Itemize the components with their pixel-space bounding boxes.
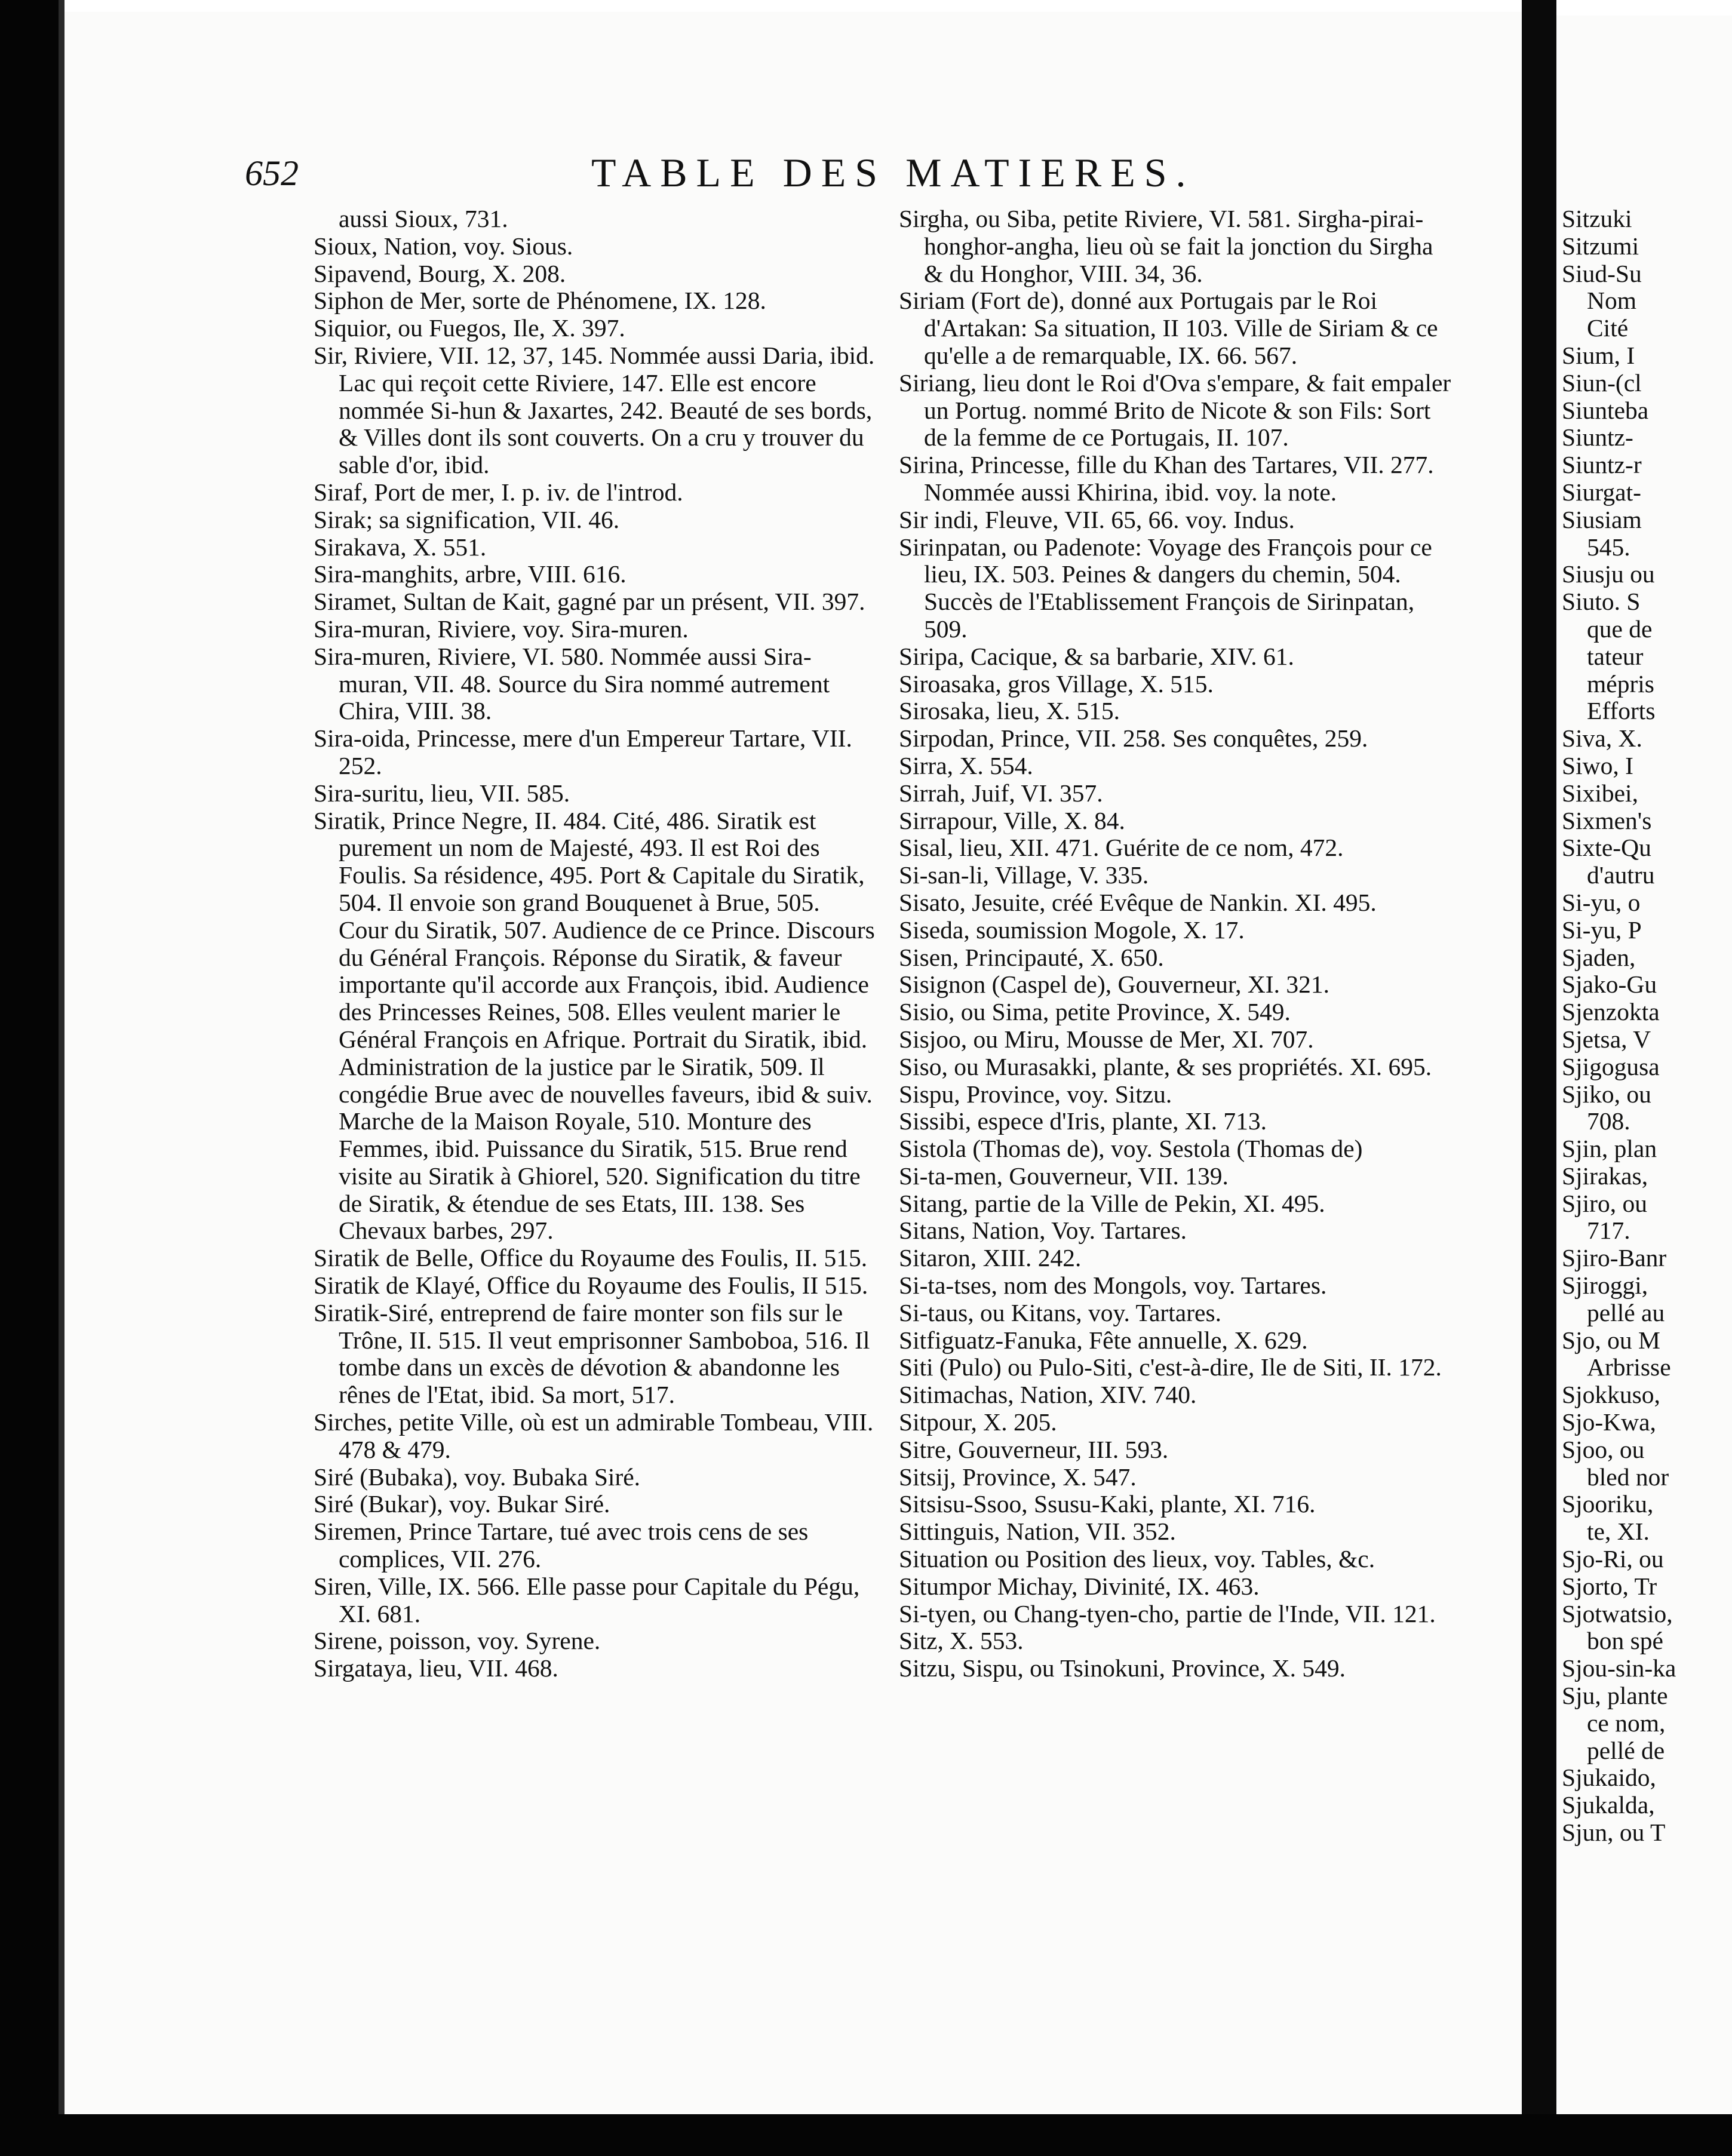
facing-page-entry-fragment: Sjo, ou M	[1562, 1326, 1660, 1354]
facing-page-entry-fragment: Sjoo, ou	[1562, 1435, 1645, 1463]
facing-page-entry-fragment: Sju, plante	[1562, 1682, 1668, 1710]
index-entry: Sir indi, Fleuve, VII. 65, 66. voy. Indus.	[899, 505, 1295, 533]
facing-page-entry-fragment: Si-yu, P	[1562, 916, 1642, 944]
index-entry: Sisignon (Caspel de), Gouverneur, XI. 321.	[899, 970, 1330, 999]
facing-page-entry-fragment: Sjetsa, V	[1562, 1025, 1651, 1053]
index-entry: Sirrapour, Ville, X. 84.	[899, 806, 1125, 834]
facing-page-entry-fragment: Siunteba	[1562, 396, 1649, 424]
facing-page-entry-fragment: Sjin, plan	[1562, 1135, 1657, 1163]
index-entry: Sittinguis, Nation, VII. 352.	[899, 1518, 1176, 1546]
index-entry: Siremen, Prince Tartare, tué avec trois cens de ses complices, VII. 276.	[314, 1518, 809, 1573]
index-entry: Sitre, Gouverneur, III. 593.	[899, 1435, 1169, 1463]
facing-page-entry-fragment: te, XI.	[1587, 1518, 1650, 1546]
index-entry: Sir, Riviere, VII. 12, 37, 145. Nommée aussi Daria, ibid. Lac qui reçoit cette Riviere, 147. Elle est encore nommée Si-hun & Jaxartes, 242. Beauté de ses bords, & Villes dont ils sont couverts. On a cru y trouver du sable d'or, ibid.	[314, 341, 875, 479]
index-entry: Siratik de Klayé, Office du Royaume des Foulis, II 515.	[314, 1272, 868, 1300]
facing-page-entry-fragment: 717.	[1587, 1217, 1630, 1245]
facing-page-entry-fragment: Siun-(cl	[1562, 368, 1642, 397]
facing-page-entry-fragment: Sixibei,	[1562, 779, 1638, 807]
facing-page-entry-fragment: pellé de	[1587, 1736, 1665, 1764]
facing-page-entry-fragment: Sjo-Ri, ou	[1562, 1545, 1664, 1573]
scan-border-left	[0, 0, 65, 2156]
index-entry: Sira-manghits, arbre, VIII. 616.	[314, 560, 627, 588]
facing-page-entry-fragment: Sjokkuso,	[1562, 1381, 1660, 1409]
index-entry: Sistola (Thomas de), voy. Sestola (Thomas de)	[899, 1135, 1363, 1163]
facing-page-entry-fragment: Sjo-Kwa,	[1562, 1408, 1656, 1436]
scan-border-bottom	[0, 2114, 1732, 2156]
facing-page-entry-fragment: Arbrisse	[1587, 1353, 1671, 1381]
facing-page-entry-fragment: Siusiam	[1562, 505, 1642, 533]
index-entry: Sispu, Province, voy. Sitzu.	[899, 1080, 1172, 1108]
index-entry: Siratik, Prince Negre, II. 484. Cité, 486. Siratik est purement un nom de Majesté, 493. Il est Roi des Foulis. Sa résidence, 495. Port & Capitale du Siratik, 504. Il envoie son grand Bouquenet à Brue, 505. Cour du Siratik, 507. Audience de ce Prince. Discours du Général François. Réponse du Siratik, & faveur importante qu'il accorde aux François, ibid. Audience des Princesses Reines, 508. Elles veulent marier le Général François en Afrique. Portrait du Siratik, ibid. Administration de la justice par le Siratik, 509. Il congédie Brue avec de nouvelles faveurs, ibid & suiv. Marche de la Maison Royale, 510. Monture des Femmes, ibid. Puissance du Siratik, 515. Brue rend visite au Siratik à Ghiorel, 520. Signification du titre de Siratik, & étendue de ses Etats, III. 138. Ses Chevaux barbes, 297.	[314, 806, 875, 1245]
index-entry: Siti (Pulo) ou Pulo-Siti, c'est-à-dire, Ile de Siti, II. 172.	[899, 1353, 1442, 1381]
index-entry: Siphon de Mer, sorte de Phénomene, IX. 128.	[314, 287, 766, 315]
facing-page-entry-fragment: Sjiko, ou	[1562, 1080, 1651, 1108]
page-number: 652	[245, 153, 299, 193]
index-entry: Si-taus, ou Kitans, voy. Tartares.	[899, 1298, 1221, 1326]
index-entry: Sitang, partie de la Ville de Pekin, XI. 495.	[899, 1189, 1325, 1217]
facing-page-entry-fragment: Sjirakas,	[1562, 1162, 1648, 1190]
facing-page-entry-fragment: Sjaden,	[1562, 943, 1636, 971]
facing-page-entry-fragment: Cité	[1587, 314, 1629, 342]
index-entry: Si-ta-men, Gouverneur, VII. 139.	[899, 1162, 1229, 1190]
index-entry: Siren, Ville, IX. 566. Elle passe pour Capitale du Pégu, XI. 681.	[314, 1572, 860, 1627]
facing-page-entry-fragment: Sjotwatsio,	[1562, 1599, 1673, 1627]
index-entry: Siratik de Belle, Office du Royaume des Foulis, II. 515.	[314, 1244, 868, 1272]
facing-page-entry-fragment: que de	[1587, 615, 1653, 643]
index-entry: Sitans, Nation, Voy. Tartares.	[899, 1217, 1187, 1245]
index-entry: Siso, ou Murasakki, plante, & ses propriétés. XI. 695.	[899, 1052, 1432, 1080]
facing-page-entry-fragment: Siurgat-	[1562, 478, 1641, 506]
facing-page-entry-fragment: bled nor	[1587, 1463, 1669, 1491]
index-entry: Sitzu, Sispu, ou Tsinokuni, Province, X. 549.	[899, 1654, 1346, 1682]
index-entry: Sira-oida, Princesse, mere d'un Empereur Tartare, VII. 252.	[314, 724, 852, 779]
index-entry: Sitaron, XIII. 242.	[899, 1244, 1082, 1272]
facing-page-entry-fragment: Sjenzokta	[1562, 998, 1660, 1026]
index-entry: Sira-muren, Riviere, VI. 580. Nommée aussi Sira-muran, VII. 48. Source du Sira nommé autrement Chira, VIII. 38.	[314, 642, 830, 725]
facing-page-entry-fragment: Sixmen's	[1562, 806, 1652, 834]
facing-page-entry-fragment: Sjorto, Tr	[1562, 1572, 1657, 1600]
index-entry: Sissibi, espece d'Iris, plante, XI. 713.	[899, 1107, 1267, 1135]
index-entry: Sitfiguatz-Fanuka, Fête annuelle, X. 629.	[899, 1326, 1308, 1354]
facing-page-entry-fragment: Siva, X.	[1562, 724, 1642, 753]
index-entry: aussi Sioux, 731.	[339, 205, 508, 232]
index-entry: Sitimachas, Nation, XIV. 740.	[899, 1381, 1197, 1409]
index-entry: Situmpor Michay, Divinité, IX. 463.	[899, 1572, 1260, 1600]
index-entry: Si-san-li, Village, V. 335.	[899, 861, 1149, 889]
facing-page-entry-fragment: 545.	[1587, 533, 1630, 561]
facing-page-entry-fragment: Sjako-Gu	[1562, 970, 1657, 999]
index-entry: Sirinpatan, ou Padenote: Voyage des François pour ce lieu, IX. 503. Peines & dangers du chemin, 504. Succès de l'Etablissement François de Sirinpatan, 509.	[899, 533, 1432, 643]
facing-page-entry-fragment: 708.	[1587, 1107, 1630, 1135]
facing-page-entry-fragment: Sjukalda,	[1562, 1791, 1655, 1819]
facing-page-entry-fragment: Siud-Su	[1562, 259, 1642, 287]
index-entry: Sisato, Jesuite, créé Evêque de Nankin. XI. 495.	[899, 888, 1377, 916]
index-entry: Sirra, X. 554.	[899, 751, 1033, 779]
index-entry: Siramet, Sultan de Kait, gagné par un présent, VII. 397.	[314, 588, 865, 616]
index-entry: Sirakava, X. 551.	[314, 533, 487, 561]
page-header	[245, 143, 1457, 209]
facing-page-entry-fragment: Sjiro, ou	[1562, 1189, 1647, 1217]
index-entry: Sioux, Nation, voy. Sious.	[314, 232, 573, 260]
facing-page-entry-fragment: Siuntz-r	[1562, 451, 1642, 479]
facing-page-column	[1562, 205, 1732, 1847]
index-entry: Siraf, Port de mer, I. p. iv. de l'introd.	[314, 478, 683, 506]
facing-page-entry-fragment: Sjigogusa	[1562, 1052, 1660, 1080]
index-entry: Sirgataya, lieu, VII. 468.	[314, 1654, 558, 1682]
index-entry: Sitsisu-Ssoo, Ssusu-Kaki, plante, XI. 716.	[899, 1490, 1316, 1518]
index-entry: Sitpour, X. 205.	[899, 1408, 1057, 1436]
index-entry: Si-tyen, ou Chang-tyen-cho, partie de l'Inde, VII. 121.	[899, 1599, 1436, 1627]
facing-page-entry-fragment: Sitzumi	[1562, 232, 1639, 260]
index-entry: Siré (Bukar), voy. Bukar Siré.	[314, 1490, 610, 1518]
index-entry: Siroasaka, gros Village, X. 515.	[899, 669, 1214, 698]
facing-page-entry-fragment: Siuntz-	[1562, 423, 1633, 452]
index-column-right	[899, 205, 1457, 1682]
index-entry: Siquior, ou Fuegos, Ile, X. 397.	[314, 314, 625, 342]
facing-page-entry-fragment: Sjiro-Banr	[1562, 1244, 1667, 1272]
index-entry: Sirpodan, Prince, VII. 258. Ses conquêtes, 259.	[899, 724, 1368, 753]
facing-page-entry-fragment: Sixte-Qu	[1562, 834, 1651, 862]
index-entry: Sirosaka, lieu, X. 515.	[899, 697, 1120, 725]
index-entry: Sirgha, ou Siba, petite Riviere, VI. 581. Sirgha-pirai-honghor-angha, lieu où se fait la jonction du Sirgha & du Honghor, VIII. 34, 36.	[899, 205, 1433, 287]
facing-page-entry-fragment: Siuto. S	[1562, 588, 1641, 616]
facing-page-entry-fragment: Si-yu, o	[1562, 888, 1641, 916]
index-entry: Siratik-Siré, entreprend de faire monter son fils sur le Trône, II. 515. Il veut emprisonner Samboboa, 516. Il tombe dans un excès de dévotion & abandonne les rênes de l'Etat, ibid. Sa mort, 517.	[314, 1298, 870, 1409]
index-entry: Sisal, lieu, XII. 471. Guérite de ce nom, 472.	[899, 834, 1344, 862]
index-entry: Sisio, ou Sima, petite Province, X. 549.	[899, 998, 1291, 1026]
index-entry: Sirches, petite Ville, où est un admirable Tombeau, VIII. 478 & 479.	[314, 1408, 874, 1463]
facing-page-entry-fragment: Sium, I	[1562, 341, 1635, 369]
facing-page-entry-fragment: Sitzuki	[1562, 205, 1632, 232]
index-entry: Sirak; sa signification, VII. 46.	[314, 505, 620, 533]
index-column-left	[314, 205, 875, 1682]
index-entry: Sitsij, Province, X. 547.	[899, 1463, 1137, 1491]
index-entry: Situation ou Position des lieux, voy. Tables, &c.	[899, 1545, 1375, 1573]
facing-page-entry-fragment: d'autru	[1587, 861, 1655, 889]
facing-page-entry-fragment: Siusju ou	[1562, 560, 1655, 588]
index-entry: Siseda, soumission Mogole, X. 17.	[899, 916, 1245, 944]
book-gutter	[1522, 0, 1556, 2156]
facing-page-entry-fragment: ce nom,	[1587, 1709, 1666, 1737]
index-entry: Sipavend, Bourg, X. 208.	[314, 259, 566, 287]
index-entry: Sisen, Principauté, X. 650.	[899, 943, 1164, 971]
facing-page-entry-fragment: mépris	[1587, 669, 1654, 698]
index-entry: Sirina, Princesse, fille du Khan des Tartares, VII. 277. Nommée aussi Khirina, ibid. voy. la note.	[899, 451, 1434, 506]
facing-page-entry-fragment: Siwo, I	[1562, 751, 1633, 779]
index-entry: Siriam (Fort de), donné aux Portugais par le Roi d'Artakan: Sa situation, II 103. Ville de Siriam & ce qu'elle a de remarquable, IX. 66. 567.	[899, 287, 1438, 369]
index-entry: Sira-suritu, lieu, VII. 585.	[314, 779, 570, 807]
facing-page-entry-fragment: tateur	[1587, 642, 1644, 670]
index-entry: Sitz, X. 553.	[899, 1627, 1024, 1655]
facing-page-entry-fragment: Nom	[1587, 287, 1636, 315]
facing-page-entry-fragment: pellé au	[1587, 1298, 1665, 1326]
facing-page-entry-fragment: Sjukaido,	[1562, 1764, 1656, 1792]
index-entry: Siriang, lieu dont le Roi d'Ova s'empare, & fait empaler un Portug. nommé Brito de Nicote & son Fils: Sort de la femme de ce Portugais, II. 107.	[899, 368, 1451, 452]
facing-page-entry-fragment: Sjun, ou T	[1562, 1819, 1666, 1847]
index-entry: Siripa, Cacique, & sa barbarie, XIV. 61.	[899, 642, 1294, 670]
index-entry: Sirrah, Juif, VI. 357.	[899, 779, 1103, 807]
index-entry: Sira-muran, Riviere, voy. Sira-muren.	[314, 615, 689, 643]
index-entry: Sisjoo, ou Miru, Mousse de Mer, XI. 707.	[899, 1025, 1314, 1053]
facing-page-entry-fragment: Sjou-sin-ka	[1562, 1654, 1676, 1682]
index-entry: Si-ta-tses, nom des Mongols, voy. Tartares.	[899, 1272, 1327, 1300]
facing-page-entry-fragment: Efforts	[1587, 697, 1656, 725]
facing-page-entry-fragment: Sjooriku,	[1562, 1490, 1654, 1518]
index-entry: Siré (Bubaka), voy. Bubaka Siré.	[314, 1463, 641, 1491]
index-entry: Sirene, poisson, voy. Syrene.	[314, 1627, 601, 1655]
facing-page-entry-fragment: bon spé	[1587, 1627, 1663, 1655]
facing-page-entry-fragment: Sjiroggi,	[1562, 1272, 1648, 1300]
running-title: TABLE DES MATIERES.	[591, 150, 1195, 195]
